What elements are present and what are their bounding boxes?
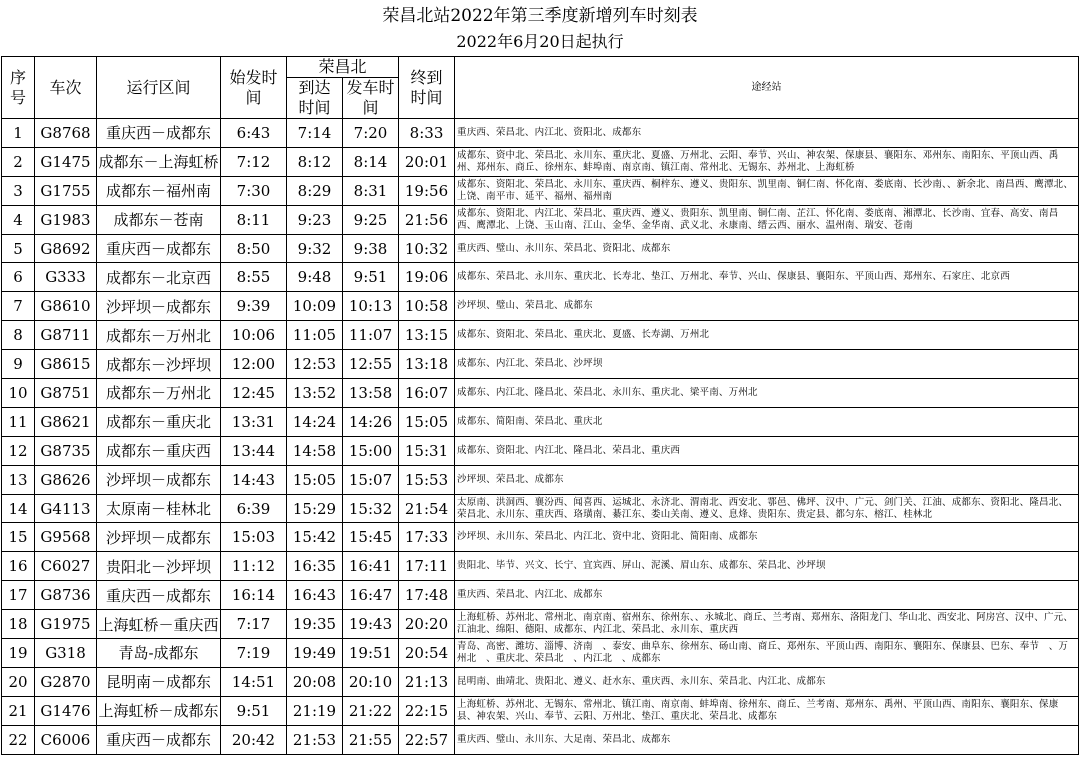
row-origin-depart-time: 8:11 — [221, 205, 287, 234]
row-stops: 上海虹桥、苏州北、无锡东、常州北、镇江南、南京南、蚌埠南、徐州东、商丘、兰考南、郑州东、禹州、平顶山西、南阳东、襄阳东、保康县、神农架、兴山、奉节、云阳、万州北、垫江、重庆北、荣昌北、成都东 — [455, 696, 1079, 725]
table-row — [2, 436, 1079, 465]
row-terminal-arrive-time: 17:48 — [399, 581, 455, 610]
row-seq: 9 — [2, 350, 35, 379]
row-train-number: G8692 — [35, 234, 97, 263]
row-arrive-time: 12:53 — [287, 350, 343, 379]
table-row — [2, 205, 1079, 234]
row-seq: 10 — [2, 379, 35, 408]
header-depart: 发车时间 — [343, 78, 399, 119]
table-row — [2, 523, 1079, 552]
table-row — [2, 725, 1079, 754]
row-stops: 沙坪坝、荣昌北、成都东 — [455, 465, 1079, 494]
row-origin-depart-time: 14:51 — [221, 667, 287, 696]
table-row — [2, 379, 1079, 408]
row-route: 沙坪坝－成都东 — [97, 465, 221, 494]
row-seq: 2 — [2, 147, 35, 176]
row-terminal-arrive-time: 10:58 — [399, 292, 455, 321]
row-terminal-arrive-time: 10:32 — [399, 234, 455, 263]
header-station: 荣昌北 — [287, 57, 399, 78]
row-arrive-time: 15:42 — [287, 523, 343, 552]
row-stops: 昆明南、曲靖北、贵阳北、遵义、赶水东、重庆西、永川东、荣昌北、内江北、成都东 — [455, 667, 1079, 696]
row-train-number: C6006 — [35, 725, 97, 754]
row-stops: 沙坪坝、永川东、荣昌北、内江北、资中北、资阳北、简阳南、成都东 — [455, 523, 1079, 552]
table-row — [2, 147, 1079, 176]
row-depart-time: 10:13 — [343, 292, 399, 321]
timetable — [1, 56, 1079, 755]
row-origin-depart-time: 6:39 — [221, 494, 287, 523]
row-route: 沙坪坝－成都东 — [97, 292, 221, 321]
row-route: 成都东－万州北 — [97, 321, 221, 350]
row-depart-time: 9:51 — [343, 263, 399, 292]
row-arrive-time: 14:58 — [287, 436, 343, 465]
row-arrive-time: 16:35 — [287, 552, 343, 581]
header-stops: 途经站 — [455, 57, 1079, 119]
row-terminal-arrive-time: 21:54 — [399, 494, 455, 523]
row-route: 昆明南－成都东 — [97, 667, 221, 696]
row-depart-time: 21:55 — [343, 725, 399, 754]
row-route: 成都东－上海虹桥 — [97, 147, 221, 176]
row-route: 成都东－福州南 — [97, 176, 221, 205]
row-origin-depart-time: 14:43 — [221, 465, 287, 494]
row-seq: 6 — [2, 263, 35, 292]
row-train-number: G2870 — [35, 667, 97, 696]
row-route: 成都东－沙坪坝 — [97, 350, 221, 379]
row-origin-depart-time: 7:19 — [221, 639, 287, 668]
row-route: 重庆西－成都东 — [97, 234, 221, 263]
row-seq: 21 — [2, 696, 35, 725]
row-train-number: G1983 — [35, 205, 97, 234]
row-depart-time: 11:07 — [343, 321, 399, 350]
row-origin-depart-time: 10:06 — [221, 321, 287, 350]
row-depart-time: 15:07 — [343, 465, 399, 494]
row-train-number: G318 — [35, 639, 97, 668]
row-arrive-time: 11:05 — [287, 321, 343, 350]
table-row — [2, 292, 1079, 321]
row-arrive-time: 21:19 — [287, 696, 343, 725]
table-row — [2, 610, 1079, 639]
row-seq: 17 — [2, 581, 35, 610]
row-train-number: G9568 — [35, 523, 97, 552]
table-row — [2, 494, 1079, 523]
row-train-number: G1475 — [35, 147, 97, 176]
table-row — [2, 407, 1079, 436]
title-block — [0, 0, 1080, 56]
row-seq: 8 — [2, 321, 35, 350]
row-origin-depart-time: 9:51 — [221, 696, 287, 725]
header-route: 运行区间 — [97, 57, 221, 119]
row-seq: 11 — [2, 407, 35, 436]
row-stops: 重庆西、荣昌北、内江北、成都东 — [455, 581, 1079, 610]
row-terminal-arrive-time: 13:18 — [399, 350, 455, 379]
row-stops: 成都东、荣昌北、永川东、重庆北、长寿北、垫江、万州北、奉节、兴山、保康县、襄阳东、平顶山西、郑州东、石家庄、北京西 — [455, 263, 1079, 292]
row-arrive-time: 20:08 — [287, 667, 343, 696]
row-route: 成都东－北京西 — [97, 263, 221, 292]
row-train-number: G333 — [35, 263, 97, 292]
row-depart-time: 12:55 — [343, 350, 399, 379]
row-arrive-time: 19:49 — [287, 639, 343, 668]
row-depart-time: 9:25 — [343, 205, 399, 234]
row-stops: 成都东、内江北、荣昌北、沙坪坝 — [455, 350, 1079, 379]
row-origin-depart-time: 16:14 — [221, 581, 287, 610]
table-row — [2, 465, 1079, 494]
row-route: 上海虹桥－重庆西 — [97, 610, 221, 639]
row-stops: 重庆西、荣昌北、内江北、资阳北、成都东 — [455, 119, 1079, 148]
row-stops: 重庆西、璧山、永川东、荣昌北、资阳北、成都东 — [455, 234, 1079, 263]
row-stops: 成都东、资中北、荣昌北、永川东、重庆北、夏盛、万州北、云阳、奉节、兴山、神农架、保康县、襄阳东、邓州东、南阳东、平顶山西、禹州、郑州东、商丘、徐州东、蚌埠南、南京南、镇江南、常州北、无锡东、苏州北、上海虹桥 — [455, 147, 1079, 176]
table-row — [2, 696, 1079, 725]
row-arrive-time: 9:32 — [287, 234, 343, 263]
row-origin-depart-time: 20:42 — [221, 725, 287, 754]
row-stops: 成都东、资阳北、内江北、荣昌北、重庆西、遵义、贵阳东、凯里南、铜仁南、芷江、怀化南、娄底南、湘潭北、长沙南、宜春、高安、南昌西、鹰潭北、上饶、玉山南、江山、金华、金华南、武义北、永康南、缙云西、丽水、温州南、瑞安、苍南 — [455, 205, 1079, 234]
row-arrive-time: 15:29 — [287, 494, 343, 523]
row-arrive-time: 9:23 — [287, 205, 343, 234]
table-row — [2, 176, 1079, 205]
row-origin-depart-time: 11:12 — [221, 552, 287, 581]
row-seq: 20 — [2, 667, 35, 696]
row-depart-time: 15:00 — [343, 436, 399, 465]
row-seq: 14 — [2, 494, 35, 523]
row-depart-time: 8:14 — [343, 147, 399, 176]
row-seq: 4 — [2, 205, 35, 234]
row-route: 上海虹桥－成都东 — [97, 696, 221, 725]
row-train-number: C6027 — [35, 552, 97, 581]
row-depart-time: 14:26 — [343, 407, 399, 436]
row-seq: 18 — [2, 610, 35, 639]
row-seq: 13 — [2, 465, 35, 494]
row-route: 贵阳北－沙坪坝 — [97, 552, 221, 581]
row-arrive-time: 7:14 — [287, 119, 343, 148]
row-stops: 成都东、简阳南、荣昌北、重庆北 — [455, 407, 1079, 436]
row-terminal-arrive-time: 21:13 — [399, 667, 455, 696]
row-terminal-arrive-time: 19:06 — [399, 263, 455, 292]
table-row — [2, 263, 1079, 292]
table-row — [2, 639, 1079, 668]
row-arrive-time: 9:48 — [287, 263, 343, 292]
row-origin-depart-time: 7:30 — [221, 176, 287, 205]
row-stops: 成都东、资阳北、内江北、隆昌北、荣昌北、重庆西 — [455, 436, 1079, 465]
row-terminal-arrive-time: 20:01 — [399, 147, 455, 176]
row-terminal-arrive-time: 17:33 — [399, 523, 455, 552]
row-depart-time: 13:58 — [343, 379, 399, 408]
row-route: 重庆西－成都东 — [97, 119, 221, 148]
row-arrive-time: 13:52 — [287, 379, 343, 408]
row-arrive-time: 19:35 — [287, 610, 343, 639]
table-row — [2, 581, 1079, 610]
row-origin-depart-time: 13:31 — [221, 407, 287, 436]
row-train-number: G8610 — [35, 292, 97, 321]
row-seq: 12 — [2, 436, 35, 465]
row-train-number: G1476 — [35, 696, 97, 725]
row-stops: 青岛、高密、潍坊、淄博、济南 、泰安、曲阜东、徐州东、砀山南、商丘、郑州东、平顶山西、南阳东、襄阳东、保康县、巴东、奉节 、万州北 、重庆北、荣昌北 、内江北 、成都东 — [455, 639, 1079, 668]
row-arrive-time: 8:29 — [287, 176, 343, 205]
row-origin-depart-time: 12:00 — [221, 350, 287, 379]
row-depart-time: 7:20 — [343, 119, 399, 148]
row-train-number: G8615 — [35, 350, 97, 379]
row-origin-depart-time: 9:39 — [221, 292, 287, 321]
row-origin-depart-time: 8:55 — [221, 263, 287, 292]
row-origin-depart-time: 6:43 — [221, 119, 287, 148]
row-stops: 成都东、内江北、隆昌北、荣昌北、永川东、重庆北、梁平南、万州北 — [455, 379, 1079, 408]
row-depart-time: 20:10 — [343, 667, 399, 696]
row-stops: 成都东、资阳北、荣昌北、永川东、重庆西、桐梓东、遵义、贵阳东、凯里南、铜仁南、怀化南、娄底南、长沙南、、新余北、南昌西、鹰潭北、上饶、南平市、延平、福州、福州南 — [455, 176, 1079, 205]
row-train-number: G8736 — [35, 581, 97, 610]
row-seq: 16 — [2, 552, 35, 581]
table-row — [2, 667, 1079, 696]
row-train-number: G8711 — [35, 321, 97, 350]
row-stops: 重庆西、璧山、永川东、大足南、荣昌北、成都东 — [455, 725, 1079, 754]
row-train-number: G1975 — [35, 610, 97, 639]
row-seq: 7 — [2, 292, 35, 321]
row-depart-time: 19:43 — [343, 610, 399, 639]
row-terminal-arrive-time: 17:11 — [399, 552, 455, 581]
page-subtitle: 2022年6月20日起执行 — [456, 32, 624, 51]
row-terminal-arrive-time: 20:54 — [399, 639, 455, 668]
row-depart-time: 16:47 — [343, 581, 399, 610]
row-terminal-arrive-time: 15:31 — [399, 436, 455, 465]
row-arrive-time: 15:05 — [287, 465, 343, 494]
row-route: 重庆西－成都东 — [97, 725, 221, 754]
table-row — [2, 552, 1079, 581]
row-terminal-arrive-time: 15:05 — [399, 407, 455, 436]
row-seq: 19 — [2, 639, 35, 668]
row-terminal-arrive-time: 20:20 — [399, 610, 455, 639]
row-route: 成都东－重庆北 — [97, 407, 221, 436]
row-route: 成都东－苍南 — [97, 205, 221, 234]
row-train-number: G8621 — [35, 407, 97, 436]
row-train-number: G8768 — [35, 119, 97, 148]
row-depart-time: 9:38 — [343, 234, 399, 263]
row-stops: 上海虹桥、苏州北、常州北、南京南、宿州东、徐州东、、永城北、商丘、兰考南、郑州东、洛阳龙门、华山北、西安北、阿房宫、汉中、广元、江油北、绵阳、德阳、成都东、内江北、荣昌北、永川东、重庆西 — [455, 610, 1079, 639]
row-depart-time: 21:22 — [343, 696, 399, 725]
row-terminal-arrive-time: 16:07 — [399, 379, 455, 408]
row-route: 青岛-成都东 — [97, 639, 221, 668]
row-stops: 贵阳北、毕节、兴文、长宁、宜宾西、屏山、泥溪、眉山东、成都东、荣昌北、沙坪坝 — [455, 552, 1079, 581]
table-row — [2, 234, 1079, 263]
row-arrive-time: 14:24 — [287, 407, 343, 436]
row-arrive-time: 8:12 — [287, 147, 343, 176]
row-train-number: G1755 — [35, 176, 97, 205]
row-origin-depart-time: 7:12 — [221, 147, 287, 176]
row-arrive-time: 21:53 — [287, 725, 343, 754]
row-arrive-time: 10:09 — [287, 292, 343, 321]
row-seq: 1 — [2, 119, 35, 148]
row-seq: 15 — [2, 523, 35, 552]
header-terminal-arrive: 终到时间 — [399, 57, 455, 119]
row-terminal-arrive-time: 8:33 — [399, 119, 455, 148]
row-seq: 3 — [2, 176, 35, 205]
row-train-number: G8735 — [35, 436, 97, 465]
row-origin-depart-time: 7:17 — [221, 610, 287, 639]
table-row — [2, 321, 1079, 350]
row-train-number: G4113 — [35, 494, 97, 523]
row-route: 沙坪坝－成都东 — [97, 523, 221, 552]
header-train: 车次 — [35, 57, 97, 119]
row-origin-depart-time: 8:50 — [221, 234, 287, 263]
row-terminal-arrive-time: 22:15 — [399, 696, 455, 725]
header-seq: 序号 — [2, 57, 35, 119]
row-seq: 22 — [2, 725, 35, 754]
header-origin-depart: 始发时间 — [221, 57, 287, 119]
row-origin-depart-time: 13:44 — [221, 436, 287, 465]
row-arrive-time: 16:43 — [287, 581, 343, 610]
page-title: 荣昌北站2022年第三季度新增列车时刻表 — [382, 6, 698, 26]
row-train-number: G8751 — [35, 379, 97, 408]
row-stops: 太原南、洪洞西、襄汾西、闻喜西、运城北、永济北、渭南北、西安北、鄠邑、佛坪、汉中、广元、剑门关、江油、成都东、资阳北、隆昌北、荣昌北、永川东、重庆西、珞璜南、綦江东、娄山关南、遵义、息烽、贵阳东、贵定县、都匀东、榕江、桂林北 — [455, 494, 1079, 523]
table-row — [2, 119, 1079, 148]
row-depart-time: 8:31 — [343, 176, 399, 205]
row-terminal-arrive-time: 21:56 — [399, 205, 455, 234]
row-route: 太原南－桂林北 — [97, 494, 221, 523]
row-route: 成都东－万州北 — [97, 379, 221, 408]
header-arrive: 到达时间 — [287, 78, 343, 119]
row-seq: 5 — [2, 234, 35, 263]
row-stops: 沙坪坝、璧山、荣昌北、成都东 — [455, 292, 1079, 321]
row-terminal-arrive-time: 22:57 — [399, 725, 455, 754]
row-route: 重庆西－成都东 — [97, 581, 221, 610]
row-route: 成都东－重庆西 — [97, 436, 221, 465]
row-train-number: G8626 — [35, 465, 97, 494]
row-depart-time: 15:45 — [343, 523, 399, 552]
row-depart-time: 16:41 — [343, 552, 399, 581]
row-terminal-arrive-time: 15:53 — [399, 465, 455, 494]
row-terminal-arrive-time: 19:56 — [399, 176, 455, 205]
row-origin-depart-time: 15:03 — [221, 523, 287, 552]
row-stops: 成都东、资阳北、荣昌北、重庆北、夏盛、长寿湖、万州北 — [455, 321, 1079, 350]
row-origin-depart-time: 12:45 — [221, 379, 287, 408]
row-depart-time: 15:32 — [343, 494, 399, 523]
row-depart-time: 19:51 — [343, 639, 399, 668]
row-terminal-arrive-time: 13:15 — [399, 321, 455, 350]
table-row — [2, 350, 1079, 379]
